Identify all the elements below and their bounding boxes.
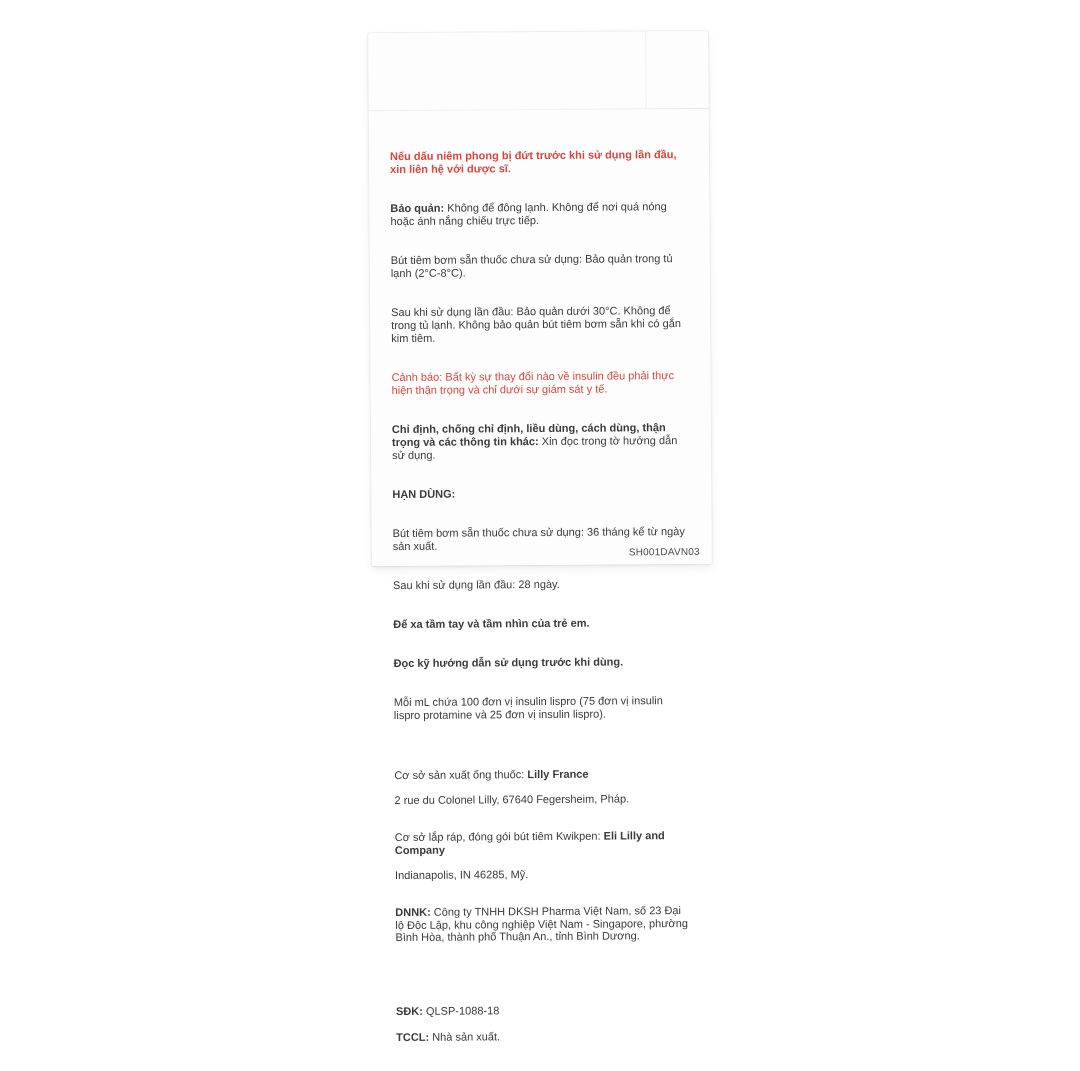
indications-text: Xin đọc trong tờ hướng dẫn sử dụng. — [392, 435, 678, 463]
storage-label: Bảo quản: — [390, 202, 448, 216]
expiry-heading: HẠN DÙNG: — [392, 488, 456, 502]
expiry-after-open-text: Sau khi sử dụng lần đầu: 28 ngày. — [392, 578, 560, 593]
expiry-unused-text: Bút tiêm bơm sẵn thuốc chưa sử dụng: 36 tháng kể từ ngày sản xuất. — [392, 525, 685, 554]
quality-standard-label: TCCL: — [396, 1031, 433, 1045]
seal-warning-text: Nếu dấu niêm phong bị đứt trước khi sử dụng lần đầu, xin liên hệ với dược sĩ. — [389, 149, 677, 177]
keep-away-text: Để xa tầm tay và tầm nhìn của trẻ em. — [393, 617, 590, 632]
manufacturer-address: 2 rue du Colonel Lilly, 67640 Fegersheim, Pháp. — [394, 792, 630, 807]
registration-paragraph — [396, 1004, 710, 1019]
registration-label: SĐK: — [395, 1005, 426, 1019]
assembler-name: Eli Lilly and Company — [394, 830, 665, 857]
manufacturer-info-block — [394, 755, 709, 957]
indications-label: Chỉ định, chống chỉ định, liều dùng, cách dùng, thận trọng và các thông tin khác: — [391, 422, 666, 450]
after-first-use-storage-text: Sau khi sử dụng lần đầu: Bảo quản dưới 30°C. Không để trong tủ lạnh. Không bảo quản bút tiêm bơm sẵn khi có gắn kim tiêm. — [391, 305, 681, 346]
storage-paragraph — [390, 201, 704, 229]
storage-text: Không để đông lạnh. Không để nơi quá nóng hoặc ánh nắng chiếu trực tiếp. — [390, 201, 667, 229]
importer-paragraph — [395, 905, 709, 945]
importer-text: Công ty TNHH DKSH Pharma Việt Nam, số 23 Đại lộ Độc Lập, khu công nghiệp Việt Nam - Singapore, phường Bình Hòa, thành phố Thuận An., tỉnh Bình Dương. — [395, 905, 689, 945]
manufacturer-name: Lilly France — [527, 768, 589, 781]
medicine-box-photo — [367, 30, 713, 1045]
assembler-address: Indianapolis, IN 46285, Mỹ. — [394, 868, 529, 882]
quality-standard-paragraph — [396, 1030, 710, 1045]
box-lid-fold — [645, 31, 647, 108]
box-lid-crease — [369, 108, 709, 111]
registration-block — [396, 991, 710, 1058]
indications-paragraph — [392, 422, 706, 463]
assembler-label: Cơ sở lắp ráp, đóng gói bút tiêm Kwikpen: — [394, 830, 604, 845]
change-warning-text: Cảnh báo: Bất kỳ sự thay đổi nào về insulin đều phải thực hiện thận trọng và chỉ dưới sự giám sát y tế. — [391, 370, 675, 398]
information-panel — [390, 123, 711, 1071]
batch-code: SH001DAVN03 — [628, 546, 700, 559]
read-instructions-text: Đọc kỹ hướng dẫn sử dụng trước khi dùng. — [393, 656, 624, 671]
composition-text: Mỗi mL chứa 100 đơn vị insulin lispro (75 đơn vị insulin lispro protamine và 25 đơn vị insulin lispro). — [393, 695, 663, 723]
importer-label: DNNK: — [395, 906, 434, 920]
assembler-paragraph — [395, 830, 709, 857]
registration-number: QLSP-1088-18 — [425, 1005, 500, 1018]
quality-standard-text: Nhà sản xuất. — [432, 1031, 501, 1044]
manufacturer-label: Cơ sở sản xuất ống thuốc: — [394, 768, 528, 782]
pen-unused-storage-text: Bút tiêm bơm sẵn thuốc chưa sử dụng: Bảo quản trong tủ lạnh (2°C-8°C). — [390, 253, 673, 281]
manufacturer-paragraph — [394, 767, 708, 782]
